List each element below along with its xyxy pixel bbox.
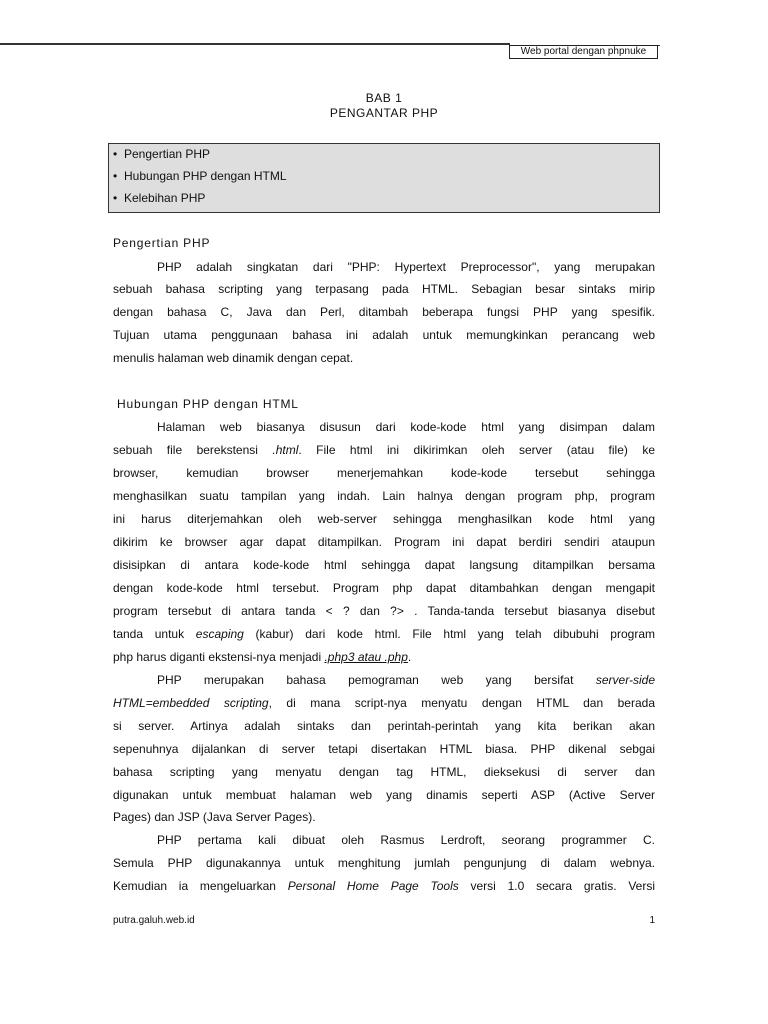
bullet-icon: • xyxy=(113,169,118,183)
paragraph-line: php harus diganti ekstensi-nya menjadi .php3 atau .php. xyxy=(113,650,412,664)
paragraph-line: sebuah bahasa scripting yang terpasang pada HTML. Sebagian besar sintaks mirip xyxy=(113,282,655,296)
paragraph-line: menghasilkan suatu tampilan yang indah. Lain halnya dengan program php, program xyxy=(113,489,655,503)
section-heading: Pengertian PHP xyxy=(113,236,211,250)
paragraph-line: ini harus diterjemahkan oleh web-server sehingga menghasilkan kode html yang xyxy=(113,512,655,526)
paragraph-line: menulis halaman web dinamik dengan cepat. xyxy=(113,351,354,365)
paragraph-line: tanda untuk escaping (kabur) dari kode html. File html yang telah dibubuhi program xyxy=(113,627,655,641)
paragraph-line: disisipkan di antara kode-kode html sehingga dapat langsung ditampilkan bersama xyxy=(113,558,655,572)
bullet-icon: • xyxy=(113,191,118,205)
header-rule xyxy=(0,43,510,45)
extension-link[interactable]: .php3 atau .php xyxy=(324,650,408,664)
paragraph-line: program tersebut di antara tanda < ? dan ?> . Tanda-tanda tersebut biasanya disebut xyxy=(113,604,655,618)
paragraph-line: PHP adalah singkatan dari "PHP: Hypertext Preprocessor", yang merupakan xyxy=(157,260,655,274)
paragraph-line: Tujuan utama penggunaan bahasa ini adalah untuk memungkinkan perancang web xyxy=(113,328,655,342)
chapter-title: PENGANTAR PHP xyxy=(329,106,439,120)
paragraph-line: digunakan untuk membuat halaman web yang dinamis seperti ASP (Active Server xyxy=(113,788,655,802)
paragraph-line: sepenuhnya dijalankan di server tetapi disertakan HTML biasa. PHP dikenal sebgai xyxy=(113,742,655,756)
paragraph-line: si server. Artinya adalah sintaks dan perintah-perintah yang kita berikan akan xyxy=(113,719,655,733)
paragraph-line: dengan kode-kode html tersebut. Program php dapat ditambahkan dengan mengapit xyxy=(113,581,655,595)
paragraph-line: sebuah file berekstensi .html. File html ini dikirimkan oleh server (atau file) ke xyxy=(113,443,655,457)
chapter-number: BAB 1 xyxy=(365,91,403,105)
outline-item: • Pengertian PHP xyxy=(113,147,211,161)
outline-item: • Kelebihan PHP xyxy=(113,191,206,205)
paragraph-line: PHP merupakan bahasa pemograman web yang bersifat server-side xyxy=(157,673,655,687)
paragraph-line: Halaman web biasanya disusun dari kode-kode html yang disimpan dalam xyxy=(157,420,655,434)
paragraph-line: HTML=embedded scripting, di mana script-nya menyatu dengan HTML dan berada xyxy=(113,696,655,710)
paragraph-line: browser, kemudian browser menerjemahkan kode-kode tersebut sehingga xyxy=(113,466,655,480)
paragraph-line: Pages) dan JSP (Java Server Pages). xyxy=(113,810,316,824)
paragraph-line: bahasa scripting yang menyatu dengan tag HTML, dieksekusi di server dan xyxy=(113,765,655,779)
section-heading: Hubungan PHP dengan HTML xyxy=(117,397,299,411)
bullet-icon: • xyxy=(113,147,118,161)
outline-item: • Hubungan PHP dengan HTML xyxy=(113,169,287,183)
running-header: Web portal dengan phpnuke xyxy=(509,45,658,59)
paragraph-line: Semula PHP digunakannya untuk menghitung jumlah pengunjung di dalam webnya. xyxy=(113,856,655,870)
page-number: 1 xyxy=(649,915,655,926)
paragraph-line: Kemudian ia mengeluarkan Personal Home Page Tools versi 1.0 secara gratis. Versi xyxy=(113,879,656,893)
chapter-outline-box xyxy=(108,143,660,213)
paragraph-line: dikirim ke browser agar dapat ditampilkan. Program ini dapat berdiri sendiri ataupun xyxy=(113,535,655,549)
paragraph-line: dengan bahasa C, Java dan Perl, ditambah beberapa fungsi PHP yang spesifik. xyxy=(113,305,655,319)
paragraph-line: PHP pertama kali dibuat oleh Rasmus Lerdroft, seorang programmer C. xyxy=(157,833,655,847)
footer-site: putra.galuh.web.id xyxy=(113,915,195,926)
